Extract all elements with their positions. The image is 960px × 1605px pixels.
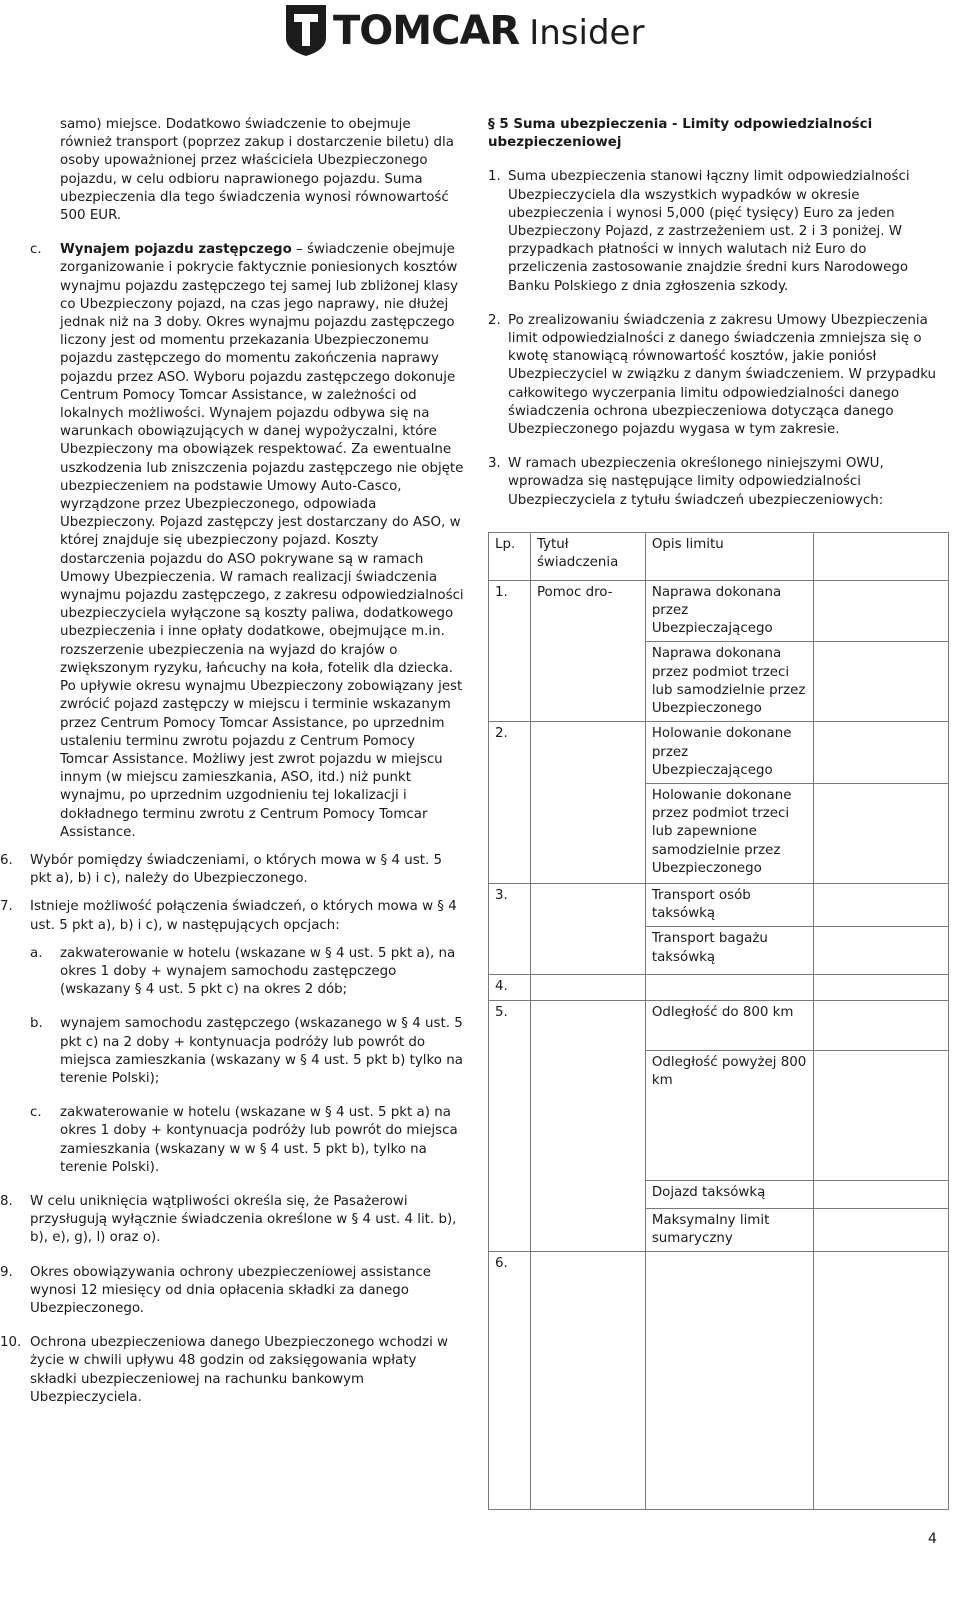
table-cell [645, 975, 813, 1000]
table-cell: Pomoc dro- [530, 580, 645, 722]
table-cell: Transport bagażu taksówką [645, 927, 813, 975]
item-marker: c. [30, 242, 42, 258]
item-marker: 10. [0, 1335, 22, 1351]
list-item-10 [0, 1334, 466, 1407]
item-text: W celu uniknięcia wątpliwości określa się, że Pasażerowi przysługują wyłącznie świadczenia określone w § 4 ust. 4 lit. b), b), e), g), l) oraz o). [30, 1193, 457, 1246]
item-marker: 6. [0, 852, 13, 868]
list-item-9 [0, 1264, 466, 1319]
tomcar-insider-logo [283, 0, 644, 60]
table-cell: 3. [489, 884, 531, 975]
item-marker: b. [30, 1016, 43, 1032]
header-cell: Tytuł świadczenia [530, 532, 645, 580]
table-cell: Odległość do 800 km [645, 1000, 813, 1050]
list-item-6 [0, 852, 466, 888]
table-cell [813, 1208, 948, 1251]
list-item-8 [0, 1193, 466, 1248]
list-item-3 [488, 455, 938, 510]
item-marker: a. [30, 945, 43, 961]
table-cell: Holowanie dokonane przez podmiot trzeci lub zapewnione samodzielnie przez Ubezpieczonego [645, 784, 813, 884]
table-cell [530, 975, 645, 1000]
table-cell [530, 722, 645, 884]
table-cell [813, 1050, 948, 1180]
item-marker: 3. [488, 456, 501, 472]
list-item-7 [0, 898, 466, 934]
table-cell: 6. [489, 1252, 531, 1510]
item-text: Istnieje możliwość połączenia świadczeń, o których mowa w § 4 ust. 5 pkt a), b) i c), w następujących opcjach: [30, 899, 457, 933]
table-cell [813, 884, 948, 927]
table-cell: Transport osób taksówką [645, 884, 813, 927]
header-cell: Opis limitu [645, 532, 813, 580]
table-cell: 1. [489, 580, 531, 722]
table-row [489, 884, 949, 927]
item-marker: 9. [0, 1264, 13, 1280]
list-item-1 [488, 168, 938, 295]
tomcar-shield-icon [283, 2, 329, 58]
list-item-c [0, 241, 466, 842]
item-marker: 2. [488, 312, 501, 328]
table-cell [530, 1000, 645, 1251]
table-cell [813, 1180, 948, 1208]
table-cell: 2. [489, 722, 531, 884]
table-cell [813, 580, 948, 642]
right-column [488, 116, 950, 1510]
item-text: zakwaterowanie w hotelu (wskazane w § 4 ust. 5 pkt a) na okres 1 doby + kontynuacja podróży lub powrót do miejsca zamieszkania (wskazany w w § 4 ust. 5 pkt b), tylko na terenie Polski). [60, 1105, 458, 1175]
page-number: 4 [928, 1531, 937, 1547]
table-row [489, 580, 949, 642]
item-marker: 7. [0, 899, 13, 915]
table-cell [813, 975, 948, 1000]
table-cell: 4. [489, 975, 531, 1000]
header-cell: Lp. [489, 532, 531, 580]
item-text: W ramach ubezpieczenia określonego niniejszymi OWU, wprowadza się następujące limity odpowiedzialności Ubezpieczyciela z tytułu świadczeń ubezpieczeniowych: [508, 456, 884, 508]
table-cell: Maksymalny limit sumaryczny [645, 1208, 813, 1251]
table-header-row [489, 532, 949, 580]
table-cell: Dojazd taksówką [645, 1180, 813, 1208]
item-marker: 1. [488, 169, 501, 185]
table-row [489, 975, 949, 1000]
list-item-7b [0, 1015, 466, 1088]
item-marker: c. [30, 1105, 42, 1121]
header-cell [813, 532, 948, 580]
table-cell [813, 1252, 948, 1510]
item-text: Suma ubezpieczenia stanowi łączny limit odpowiedzialności Ubezpieczyciela dla wszystkich wypadków w okresie ubezpieczenia i wynosi 5,000 (pięć tysięcy) Euro za jeden Ubezpieczony Pojazd, z zastrzeżeniem ust. 2 i 3 poniżej. W przypadkach płatności w innych walutach niż Euro do przeliczenia zastosowanie znajdzie średni kurs Narodowego Banku Polskiego z dnia zgłoszenia szkody. [508, 169, 910, 294]
item-text: Ochrona ubezpieczeniowa danego Ubezpieczonego wchodzi w życie w chwili upływu 48 godzin od zaksięgowania wpłaty składki ubezpieczeniowej na rachunku bankowym Ubezpieczyciela. [30, 1335, 449, 1405]
list-item-7c [0, 1104, 466, 1177]
table-cell [813, 642, 948, 722]
item-text: Po zrealizowaniu świadczenia z zakresu Umowy Ubezpieczenia limit odpowiedzialności z danego świadczenia zmniejsza się o kwotę stanowiącą równowartość kosztów, jakie poniósł Ubezpieczyciel w związku z danym świadczeniem. W przypadku całkowitego wyczerpania limitu odpowiedzialności danego świadczenia ochrona ubezpieczeniowa dotycząca danego Ubezpieczonego pojazdu wygasa w tym zakresie. [508, 312, 937, 438]
section-title: § 5 Suma ubezpieczenia - Limity odpowiedzialności ubezpieczeniowej [488, 117, 873, 151]
table-cell [813, 1000, 948, 1050]
item-text: zakwaterowanie w hotelu (wskazane w § 4 ust. 5 pkt a), na okres 1 doby + wynajem samochodu zastępczego (wskazany § 4 ust. 5 pkt c) na okres 2 dób; [60, 945, 456, 998]
item-text: Wybór pomiędzy świadczeniami, o których mowa w § 4 ust. 5 pkt a), b) i c), należy do Ubezpieczonego. [30, 852, 442, 887]
table-row [489, 722, 949, 784]
list-item-7a [0, 945, 466, 1000]
brand-name: TOMCAR [333, 8, 520, 54]
intro-paragraph: samo) miejsce. Dodatkowo świadczenie to obejmuje również transport (poprzez zakup i dostarczenie biletu) dla osoby upoważnionej przez właściciela Ubezpieczonego pojazdu, w celu odbioru naprawionego pojazdu. Suma ubezpieczenia dla tego świadczenia wynosi równowartość 500 EUR. [60, 117, 454, 224]
limits-table [488, 532, 949, 1510]
table-cell: Naprawa dokonana przez podmiot trzeci lub samodzielnie przez Ubezpieczonego [645, 642, 813, 722]
table-cell: 5. [489, 1000, 531, 1251]
item-text: Okres obowiązywania ochrony ubezpieczeniowej assistance wynosi 12 miesięcy od dnia opłacenia składki za danego Ubezpieczonego. [30, 1264, 431, 1316]
table-cell [813, 784, 948, 884]
table-cell [530, 884, 645, 975]
left-column [0, 116, 470, 1407]
list-item-2 [488, 312, 938, 439]
item-text: – świadczenie obejmuje zorganizowanie i pokrycie faktycznie poniesionych kosztów wynajmu pojazdu zastępczego tej samej lub zbliżonej klasy co Ubezpieczony pojazd, na czas jego naprawy, nie dłużej jednak niż na 3 doby. Okres wynajmu pojazdu zastępczego liczony jest od momentu przekazania Ubezpieczonemu pojazdu zastępczego do momentu zakończenia naprawy pojazdu przez ASO. Wyboru pojazdu zastępczego dokonuje Centrum Pomocy Tomcar Assistance, w zależności od lokalnych możliwości. Wynajem pojazdu odbywa się na warunkach obowiązujących w danej wypożyczalni, które Ubezpieczony ma obowiązek respektować. Za ewentualne uszkodzenia lub zniszczenia pojazdu zastępczego nie objęte ubezpieczeniem na podstawie Umowy Auto-Casco, wyrządzone przez Ubezpieczonego, odpowiada Ubezpieczony. Pojazd zastępczy jest dostarczany do ASO, w której znajduje się ubezpieczony pojazd. Koszty dostarczenia pojazdu do ASO pokrywane są w ramach Umowy Ubezpieczenia. W ramach realizacji świadczenia wynajmu pojazdu zastępczego, z zakresu odpowiedzialności ubezpieczyciela wyłączone są koszty paliwa, dodatkowego ubezpieczenia i inne opłaty dodatkowe, obejmujące m.in. rozszerzenie ubezpieczenia na wyjazd do krajów o zwiększonym ryzyku, łańcuchy na koła, fotelik dla dziecka. Po upływie okresu wynajmu Ubezpieczony zobowiązany jest zwrócić pojazd zastępczy w miejscu i terminie wskazanym przez Centrum Pomocy Tomcar Assistance, po uprzednim ustaleniu terminu zwrotu pojazdu z Centrum Pomocy Tomcar Assistance. Możliwy jest zwrot pojazdu w miejscu innym (w miejscu zamieszkania, ASO, itd.) niż punkt wynajmu, po uprzednim uzgodnieniu tej lokalizacji i dokładnego terminu zwrotu z Centrum Pomocy Tomcar Assistance. [60, 242, 464, 840]
table-row [489, 1252, 949, 1510]
item-text: wynajem samochodu zastępczego (wskazanego w § 4 ust. 5 pkt c) na 2 doby + kontynuacja podróży lub powrót do miejsca zamieszkania (wskazany w § 4 ust. 5 pkt b) tylko na terenie Polski); [60, 1016, 463, 1086]
table-cell [530, 1252, 645, 1510]
item-title: Wynajem pojazdu zastępczego [60, 242, 292, 258]
table-cell [813, 927, 948, 975]
table-row [489, 1000, 949, 1050]
table-cell: Naprawa dokonana przez Ubezpieczającego [645, 580, 813, 642]
table-cell: Odległość powyżej 800 km [645, 1050, 813, 1180]
table-cell [813, 722, 948, 784]
item-marker: 8. [0, 1193, 13, 1209]
table-cell [645, 1252, 813, 1510]
table-cell: Holowanie dokonane przez Ubezpieczającego [645, 722, 813, 784]
brand-subname: Insider [529, 13, 645, 53]
